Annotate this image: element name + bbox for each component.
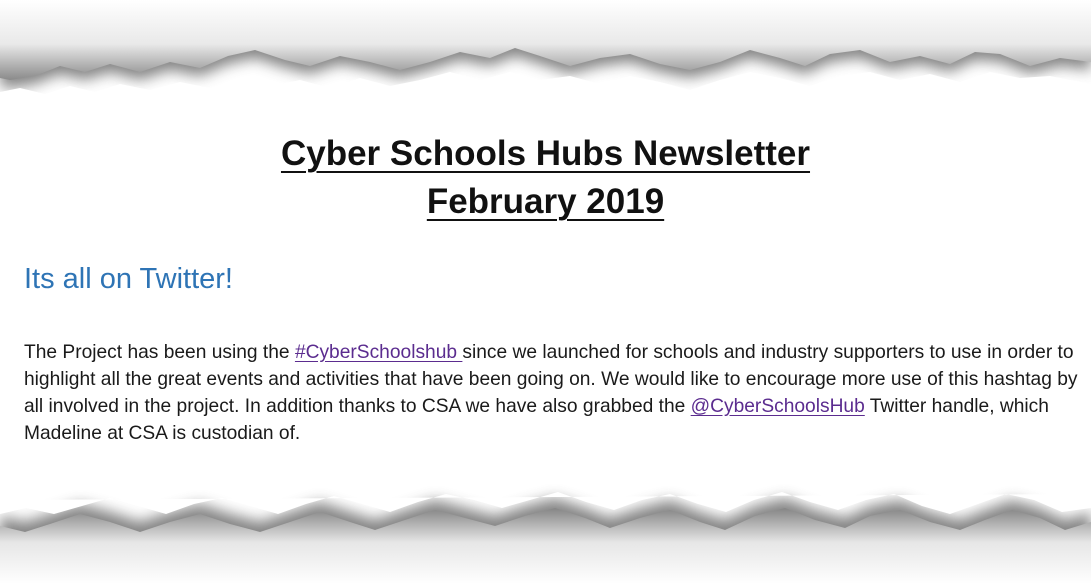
newsletter-date-text: February 2019: [426, 182, 665, 221]
top-paper-lip: [0, 72, 1091, 104]
hashtag-link[interactable]: #CyberSchoolshub: [294, 342, 463, 363]
paragraph-text-3: Twitter handle, which Madeline at CSA is custodian of.: [24, 396, 1049, 444]
section-paragraph: [24, 339, 1079, 447]
newsletter-title: [0, 134, 1091, 174]
paragraph-text-2: since we launched for schools and industry supporters to use in order to highlight all the great events and activities that have been going on. We would like to encourage more use of this hashtag by all involved in the project. In addition thanks to CSA we have also grabbed the: [24, 342, 1078, 417]
newsletter-title-text: Cyber Schools Hubs Newsletter: [280, 134, 811, 173]
twitter-handle-link[interactable]: @CyberSchoolsHub: [690, 396, 865, 417]
paragraph-text-1: The Project has been using the: [24, 342, 295, 363]
section-heading: Its all on Twitter!: [24, 263, 233, 295]
newsletter-date: [0, 182, 1091, 222]
